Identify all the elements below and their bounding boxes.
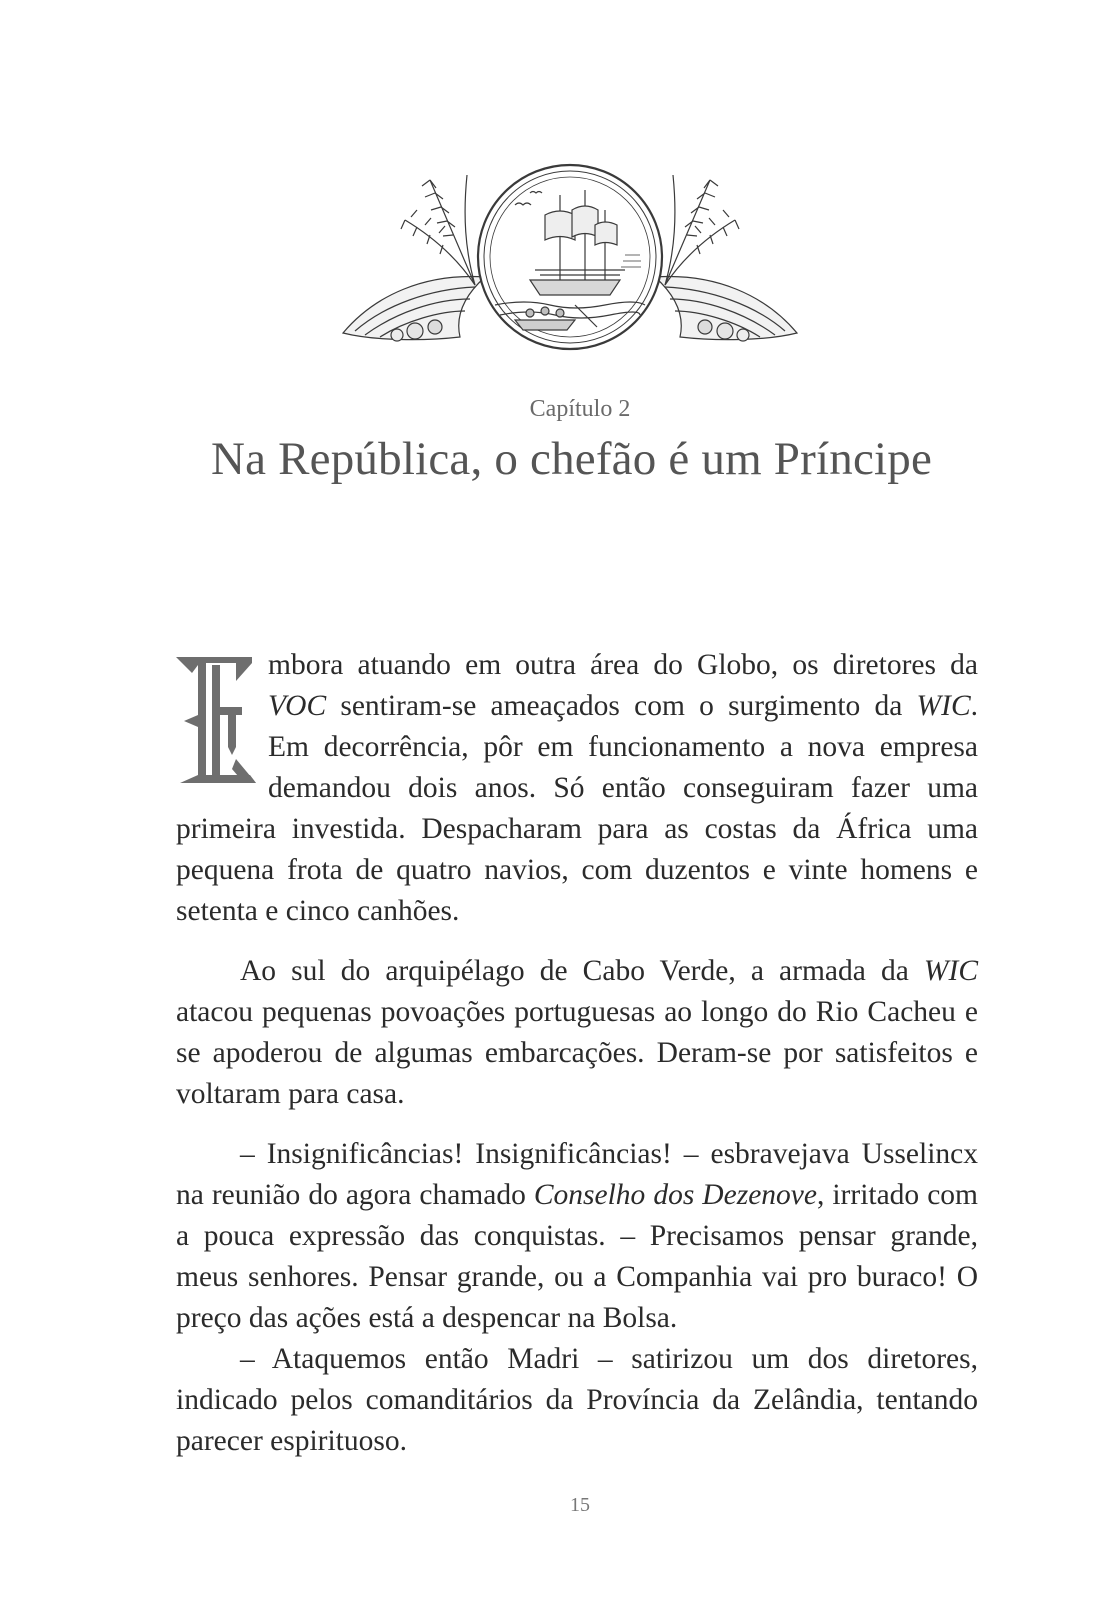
paragraph-2-text-b: atacou pequenas povoações portuguesas ao longo do Rio Cacheu e se apoderou de algumas embarcações. Deram-se por satisfeitos e voltaram para casa. (176, 996, 978, 1110)
paragraph-1 (176, 645, 978, 932)
paragraph-3-conselho: Conselho dos Dezenove (533, 1179, 817, 1211)
paragraph-3-text-a: – Insignificâncias! Insignificâncias! – esbravejava Usselincx na reunião do agora chamado (176, 1138, 978, 1211)
paragraph-2-wic: WIC (923, 955, 978, 987)
paragraph-4 (176, 1339, 978, 1462)
paragraph-2-text-a: Ao sul do arquipélago de Cabo Verde, a armada da (240, 955, 924, 987)
paragraph-1-text-b: sentiram-se ameaçados com o surgimento da (326, 690, 917, 722)
chapter-title: Na República, o chefão é um Príncipe (210, 433, 933, 485)
paragraph-1-voc: VOC (268, 690, 327, 722)
paragraph-1-wic: WIC (916, 690, 971, 722)
chapter-label: Capítulo 2 (529, 396, 631, 422)
paragraph-3 (176, 1134, 978, 1339)
page-number: 15 (570, 1494, 590, 1516)
paragraph-3-text-b: , irritado com a pouca expressão das conquistas. – Precisamos pensar grande, meus senhores. Pensar grande, ou a Companhia vai pro buraco! O preço das ações está a despencar na Bolsa. (176, 1179, 978, 1334)
paragraph-2 (176, 951, 978, 1115)
chapter-body (176, 645, 978, 1462)
paragraph-4-text: – Ataquemos então Madri – satirizou um dos diretores, indicado pelos comanditários da Província da Zelândia, tentando parecer espirituoso. (176, 1343, 978, 1457)
paragraph-1-text-c: . Em decorrência, pôr em funcionamento a nova empresa demandou dois anos. Só então conseguiram fazer uma primeira investida. Despacharam para as costas da África uma pequena frota de quatro navios, com duzentos e vinte homens e setenta e cinco canhões. (176, 690, 978, 927)
chapter-ornament-illustration (335, 155, 805, 355)
drop-cap-letter (176, 651, 256, 789)
paragraph-1-text-a: mbora atuando em outra área do Globo, os diretores da (268, 649, 978, 681)
